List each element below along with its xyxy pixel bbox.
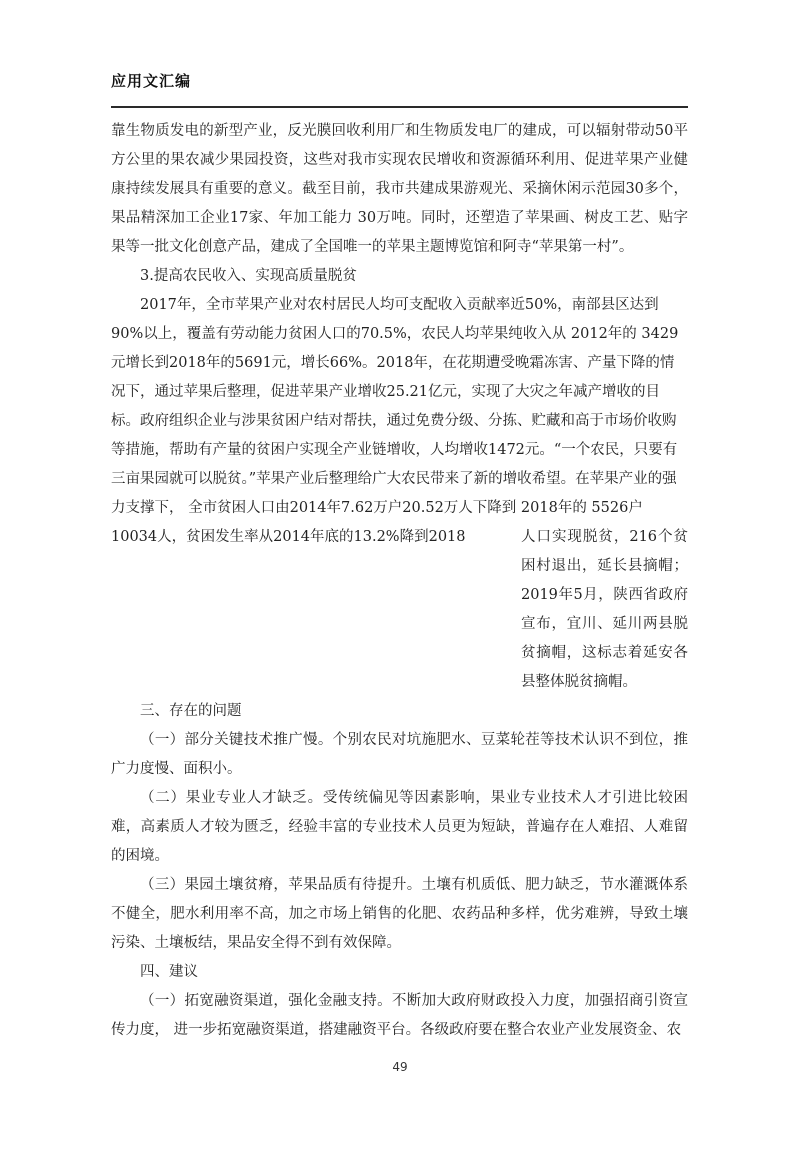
paragraph-problem-1: （一）部分关键技术推广慢。个别农民对坑施肥水、豆菜轮茬等技术认识不到位，推广力度慢、面积小。 [111,732,688,777]
heading-raise-income: 3.提高农民收入、实现高质量脱贫 [140,268,357,284]
paragraph-problem-2: （二）果业专业人才缺乏。受传统偏见等因素影响，果业专业技术人才引进比较困难，高素质人才较为匮乏，经验丰富的专业技术人员更为短缺，普遍存在人难招、人难留的困境。 [111,790,688,864]
heading-existing-problems: 三、存在的问题 [140,703,242,719]
running-header-title: 应用文汇编 [111,72,192,90]
document-body [111,117,688,1045]
heading-suggestions: 四、建议 [140,964,198,980]
page-number: 49 [392,1060,408,1074]
paragraph-industry-development: 靠生物质发电的新型产业，反光膜回收利用厂和生物质发电厂的建成，可以辐射带动50平方公里的果农减少果园投资，这些对我市实现农民增收和资源循环利用、促进苹果产业健康持续发展具有重要的意义。截至目前，我市共建成果游观光、采摘休闲示范园30多个，果品精深加工企业17家、年加工能力 30万吨。同时，还塑造了苹果画、树皮工艺、贴字果等一批文化创意产品，建成了全国唯一的苹果主题博览馆和阿寺“苹果第一村”。 [111,123,688,255]
paragraph-poverty-stats: 2017年，全市苹果产业对农村居民人均可支配收入贡献率近50%，南部县区达到90%以上，覆盖有劳动能力贫困人口的70.5%，农民人均苹果纯收入从 2012年的 3429元增长到2018年的5691元，增长66%。2018年，在花期遭受晚霜冻害、产量下降的情况下，通过苹果后整理，促进苹果产业增收25.21亿元，实现了大灾之年减产增收的目标。政府组织企业与涉果贫困户结对帮扶，通过免费分级、分拣、贮藏和高于市场价收购等措施，帮助有产量的贫困户实现全产业链增收，人均增收1472元。“一个农民，只要有三亩果园就可以脱贫。”苹果产业后整理给广大农民带来了新的增收希望。在苹果产业的强力支撑下， 全市贫困人口由2014年7.62万户20.52万人下降到 2018年的 5526户 10034人，贫困发生率从2014年底的13.2%降到2018 [111,297,679,545]
paragraph-suggestion-1: （一）拓宽融资渠道，强化金融支持。不断加大政府财政投入力度，加强招商引资宣传力度， 进一步拓宽融资渠道，搭建融资平台。各级政府要在整合农业产业发展资金、农 [111,993,688,1038]
paragraph-poverty-stats-continued: 人口实现脱贫，216个贫困村退出，延长县摘帽；2019年5月，陕西省政府宣布，宜川、延川两县脱贫摘帽，这标志着延安各县整体脱贫摘帽。 [521,529,688,690]
paragraph-problem-3: （三）果园土壤贫瘠，苹果品质有待提升。土壤有机质低、肥力缺乏，节水灌溉体系不健全，肥水利用率不高，加之市场上销售的化肥、农药品种多样，优劣难辨，导致土壤污染、土壤板结，果品安全得不到有效保障。 [111,877,688,951]
header-divider [111,106,688,108]
